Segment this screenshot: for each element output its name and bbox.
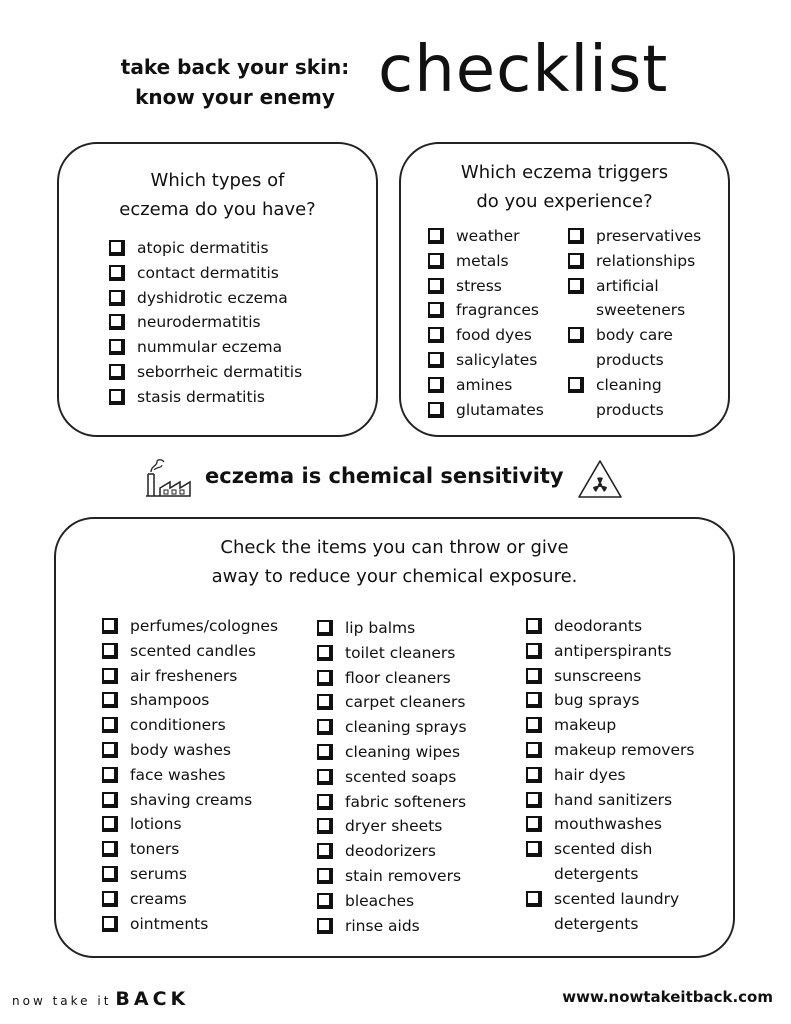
checklist-item[interactable]: [526, 837, 694, 887]
checkbox-icon[interactable]: [317, 719, 331, 733]
checklist-item-label: nummular eczema: [137, 338, 283, 357]
eczema-types-list: [109, 236, 302, 410]
checklist-item[interactable]: [568, 224, 701, 249]
checklist-item[interactable]: [102, 912, 278, 937]
checklist-item[interactable]: [317, 666, 467, 691]
checklist-item-label: scented candles: [130, 641, 256, 660]
checklist-item[interactable]: [428, 274, 544, 299]
checklist-item[interactable]: [317, 715, 467, 740]
eczema-types-title-line1: Which types of: [150, 170, 285, 191]
checklist-item-label: antiperspirants: [554, 641, 672, 660]
checklist-item-label: face washes: [130, 765, 226, 784]
checklist-item[interactable]: [317, 641, 467, 666]
checkbox-icon[interactable]: [526, 618, 540, 632]
checklist-item-label: neurodermatitis: [137, 313, 261, 332]
checklist-item-label: hair dyes: [554, 765, 626, 784]
checklist-item[interactable]: [102, 713, 278, 738]
checkbox-icon[interactable]: [568, 278, 582, 292]
checklist-item[interactable]: [109, 261, 302, 286]
checklist-item-label: makeup: [554, 716, 617, 735]
checklist-item-label: air fresheners: [130, 666, 238, 685]
checklist-item[interactable]: [526, 887, 694, 937]
checklist-item[interactable]: [102, 812, 278, 837]
checklist-item-label: fragrances: [456, 301, 539, 320]
checklist-item-label: sunscreens: [554, 666, 642, 685]
checklist-item-label: serums: [130, 864, 187, 883]
checklist-item-label: perfumes/colognes: [130, 617, 279, 635]
checklist-item-label: preservatives: [596, 227, 702, 245]
checklist-item-label: makeup removers: [554, 740, 695, 759]
checkbox-icon[interactable]: [102, 643, 116, 657]
checklist-item[interactable]: [568, 249, 701, 274]
checklist-item[interactable]: [109, 236, 302, 261]
checkbox-icon[interactable]: [526, 692, 540, 706]
eczema-triggers-title: [401, 158, 728, 216]
checkbox-icon[interactable]: [317, 818, 331, 832]
checklist-item[interactable]: [109, 310, 302, 335]
footer-url: www.nowtakeitback.com: [562, 988, 773, 1006]
checklist-item[interactable]: [317, 839, 467, 864]
hazard-icon: [576, 458, 624, 500]
checklist-item-label: scented dish detergents: [554, 840, 653, 883]
checkbox-icon[interactable]: [568, 377, 582, 391]
throw-list-column-1: [102, 614, 278, 936]
checkbox-icon[interactable]: [109, 364, 123, 378]
chemical-sensitivity-banner: [0, 456, 791, 500]
checkbox-icon[interactable]: [102, 668, 116, 682]
checkbox-icon[interactable]: [317, 794, 331, 808]
checklist-item[interactable]: [317, 690, 467, 715]
checklist-item[interactable]: [526, 738, 694, 763]
checkbox-icon[interactable]: [428, 327, 442, 341]
checklist-item-label: weather: [456, 227, 520, 245]
checklist-item-label: rinse aids: [345, 916, 420, 935]
header-subtitle-line2: know your enemy: [135, 85, 335, 109]
checklist-item[interactable]: [568, 274, 701, 324]
checklist-item-label: hand sanitizers: [554, 790, 673, 809]
checkbox-icon[interactable]: [102, 742, 116, 756]
checkbox-icon[interactable]: [109, 265, 123, 279]
throw-away-box: [54, 517, 735, 958]
checkbox-icon[interactable]: [568, 327, 582, 341]
checklist-item[interactable]: [428, 224, 544, 249]
footer-tagline: now take it: [12, 994, 112, 1008]
checkbox-icon[interactable]: [317, 670, 331, 684]
checklist-item-label: cleaning wipes: [345, 742, 461, 761]
checklist-item-label: contact dermatitis: [137, 263, 279, 282]
eczema-types-box: [57, 142, 378, 437]
checkbox-icon[interactable]: [317, 918, 331, 932]
checklist-item[interactable]: [317, 765, 467, 790]
checklist-item[interactable]: [102, 862, 278, 887]
triggers-list-column-2: [568, 224, 701, 422]
checkbox-icon[interactable]: [526, 717, 540, 731]
checklist-item[interactable]: [428, 348, 544, 373]
checklist-item[interactable]: [526, 812, 694, 837]
checkbox-icon[interactable]: [317, 868, 331, 882]
checklist-item-label: salicylates: [456, 350, 538, 369]
checkbox-icon[interactable]: [102, 916, 116, 930]
checkbox-icon[interactable]: [428, 278, 442, 292]
checklist-item-label: lip balms: [345, 619, 416, 637]
checklist-item[interactable]: [428, 373, 544, 398]
checklist-item[interactable]: [428, 323, 544, 348]
checkbox-icon[interactable]: [109, 339, 123, 353]
checklist-item-label: deodorants: [554, 617, 643, 635]
checklist-item[interactable]: [317, 616, 467, 641]
checklist-item-label: seborrheic dermatitis: [137, 362, 303, 381]
checklist-item-label: floor cleaners: [345, 668, 451, 687]
throw-list-column-3: [526, 614, 694, 936]
checkbox-icon[interactable]: [428, 377, 442, 391]
footer-brand: [12, 988, 189, 1010]
checklist-item-label: dryer sheets: [345, 817, 443, 836]
checkbox-icon[interactable]: [526, 841, 540, 855]
checklist-item[interactable]: [317, 864, 467, 889]
checkbox-icon[interactable]: [526, 668, 540, 682]
checkbox-icon[interactable]: [317, 893, 331, 907]
checklist-item[interactable]: [526, 664, 694, 689]
checkbox-icon[interactable]: [428, 302, 442, 316]
checkbox-icon[interactable]: [109, 389, 123, 403]
checkbox-icon[interactable]: [102, 891, 116, 905]
checklist-item-label: scented soaps: [345, 767, 457, 786]
checkbox-icon[interactable]: [102, 717, 116, 731]
header-subtitle-line1: take back your skin:: [120, 55, 350, 79]
footer-brand-name: BACK: [115, 988, 190, 1010]
checklist-item-label: metals: [456, 251, 509, 270]
checklist-item[interactable]: [428, 398, 544, 423]
checkbox-icon[interactable]: [317, 744, 331, 758]
checklist-item[interactable]: [317, 889, 467, 914]
checkbox-icon[interactable]: [102, 866, 116, 880]
triggers-list-column-1: [428, 224, 544, 422]
checklist-item[interactable]: [317, 790, 467, 815]
checkbox-icon[interactable]: [102, 816, 116, 830]
checkbox-icon[interactable]: [109, 290, 123, 304]
checklist-item[interactable]: [102, 763, 278, 788]
eczema-triggers-box: [399, 142, 730, 437]
checkbox-icon[interactable]: [526, 816, 540, 830]
checkbox-icon[interactable]: [526, 767, 540, 781]
checkbox-icon[interactable]: [102, 841, 116, 855]
checklist-item[interactable]: [102, 887, 278, 912]
checklist-item[interactable]: [526, 788, 694, 813]
checkbox-icon[interactable]: [526, 742, 540, 756]
checklist-item[interactable]: [102, 664, 278, 689]
checklist-item[interactable]: [526, 763, 694, 788]
checklist-item[interactable]: [526, 688, 694, 713]
checkbox-icon[interactable]: [109, 240, 123, 254]
eczema-types-title: [59, 166, 376, 224]
checklist-item-label: deodorizers: [345, 842, 436, 861]
checkbox-icon[interactable]: [102, 692, 116, 706]
checklist-item-label: artificial sweeteners: [596, 276, 686, 320]
checkbox-icon[interactable]: [526, 792, 540, 806]
checklist-item-label: food dyes: [456, 326, 532, 345]
checkbox-icon[interactable]: [568, 253, 582, 267]
checklist-item-label: bleaches: [345, 891, 415, 910]
checkbox-icon[interactable]: [109, 314, 123, 328]
throw-away-title: [56, 533, 733, 591]
checklist-item[interactable]: [109, 360, 302, 385]
checklist-item-label: stress: [456, 276, 502, 295]
checkbox-icon[interactable]: [526, 891, 540, 905]
checklist-item[interactable]: [428, 249, 544, 274]
header-subtitle: [108, 52, 362, 112]
checklist-item[interactable]: [568, 323, 701, 373]
checklist-item-label: atopic dermatitis: [137, 239, 269, 257]
checklist-item[interactable]: [317, 740, 467, 765]
checkbox-icon[interactable]: [317, 645, 331, 659]
checklist-item-label: mouthwashes: [554, 815, 662, 834]
checklist-item[interactable]: [102, 738, 278, 763]
checkbox-icon[interactable]: [102, 767, 116, 781]
checklist-item[interactable]: [526, 614, 694, 639]
eczema-types-title-line2: eczema do you have?: [119, 199, 316, 220]
checklist-item[interactable]: [102, 614, 278, 639]
checklist-item-label: dyshidrotic eczema: [137, 288, 288, 307]
checklist-item-label: carpet cleaners: [345, 693, 466, 712]
checklist-item-label: creams: [130, 889, 187, 908]
checklist-item-label: stasis dermatitis: [137, 387, 265, 406]
checkbox-icon[interactable]: [428, 352, 442, 366]
checklist-item-label: scented laundry detergents: [554, 889, 680, 933]
checklist-item-label: cleaning sprays: [345, 718, 467, 737]
checkbox-icon[interactable]: [526, 643, 540, 657]
chemical-sensitivity-text: eczema is chemical sensitivity: [205, 464, 564, 488]
checklist-item-label: stain removers: [345, 866, 462, 885]
checkbox-icon[interactable]: [317, 843, 331, 857]
checklist-item-label: body care products: [596, 326, 673, 369]
factory-icon: [140, 456, 192, 500]
throw-list-column-2: [317, 616, 467, 938]
checklist-item-label: lotions: [130, 815, 182, 834]
checklist-item[interactable]: [428, 298, 544, 323]
checklist-item-label: body washes: [130, 740, 231, 759]
checklist-item[interactable]: [568, 373, 701, 423]
checklist-item-label: toners: [130, 840, 180, 859]
checklist-item[interactable]: [526, 713, 694, 738]
checklist-item-label: shampoos: [130, 691, 210, 710]
checklist-item-label: amines: [456, 375, 513, 394]
checklist-item-label: toilet cleaners: [345, 643, 456, 662]
checklist-item[interactable]: [102, 837, 278, 862]
checklist-item-label: fabric softeners: [345, 792, 467, 811]
eczema-triggers-title-line2: do you experience?: [476, 191, 653, 212]
page-title: checklist: [378, 33, 669, 107]
checkbox-icon[interactable]: [428, 253, 442, 267]
checkbox-icon[interactable]: [317, 620, 331, 634]
checklist-item-label: conditioners: [130, 716, 226, 735]
checklist-item[interactable]: [102, 688, 278, 713]
checklist-item[interactable]: [102, 639, 278, 664]
checklist-item-label: shaving creams: [130, 790, 253, 809]
checklist-item[interactable]: [109, 335, 302, 360]
checklist-item[interactable]: [317, 914, 467, 939]
checklist-item[interactable]: [109, 385, 302, 410]
checklist-item[interactable]: [109, 286, 302, 311]
checklist-item[interactable]: [317, 814, 467, 839]
checklist-item-label: cleaning products: [596, 375, 664, 419]
checklist-item-label: glutamates: [456, 400, 544, 419]
checklist-item[interactable]: [526, 639, 694, 664]
checklist-item-label: relationships: [596, 251, 696, 270]
checkbox-icon[interactable]: [102, 618, 116, 632]
throw-away-title-line1: Check the items you can throw or give: [220, 537, 569, 558]
checkbox-icon[interactable]: [102, 792, 116, 806]
checkbox-icon[interactable]: [428, 228, 442, 242]
throw-away-title-line2: away to reduce your chemical exposure.: [211, 566, 578, 587]
checkbox-icon[interactable]: [317, 769, 331, 783]
eczema-triggers-title-line1: Which eczema triggers: [460, 162, 669, 183]
checkbox-icon[interactable]: [428, 402, 442, 416]
checklist-item-label: ointments: [130, 914, 209, 933]
checklist-item[interactable]: [102, 788, 278, 813]
checkbox-icon[interactable]: [317, 694, 331, 708]
checklist-item-label: bug sprays: [554, 691, 640, 710]
checkbox-icon[interactable]: [568, 228, 582, 242]
